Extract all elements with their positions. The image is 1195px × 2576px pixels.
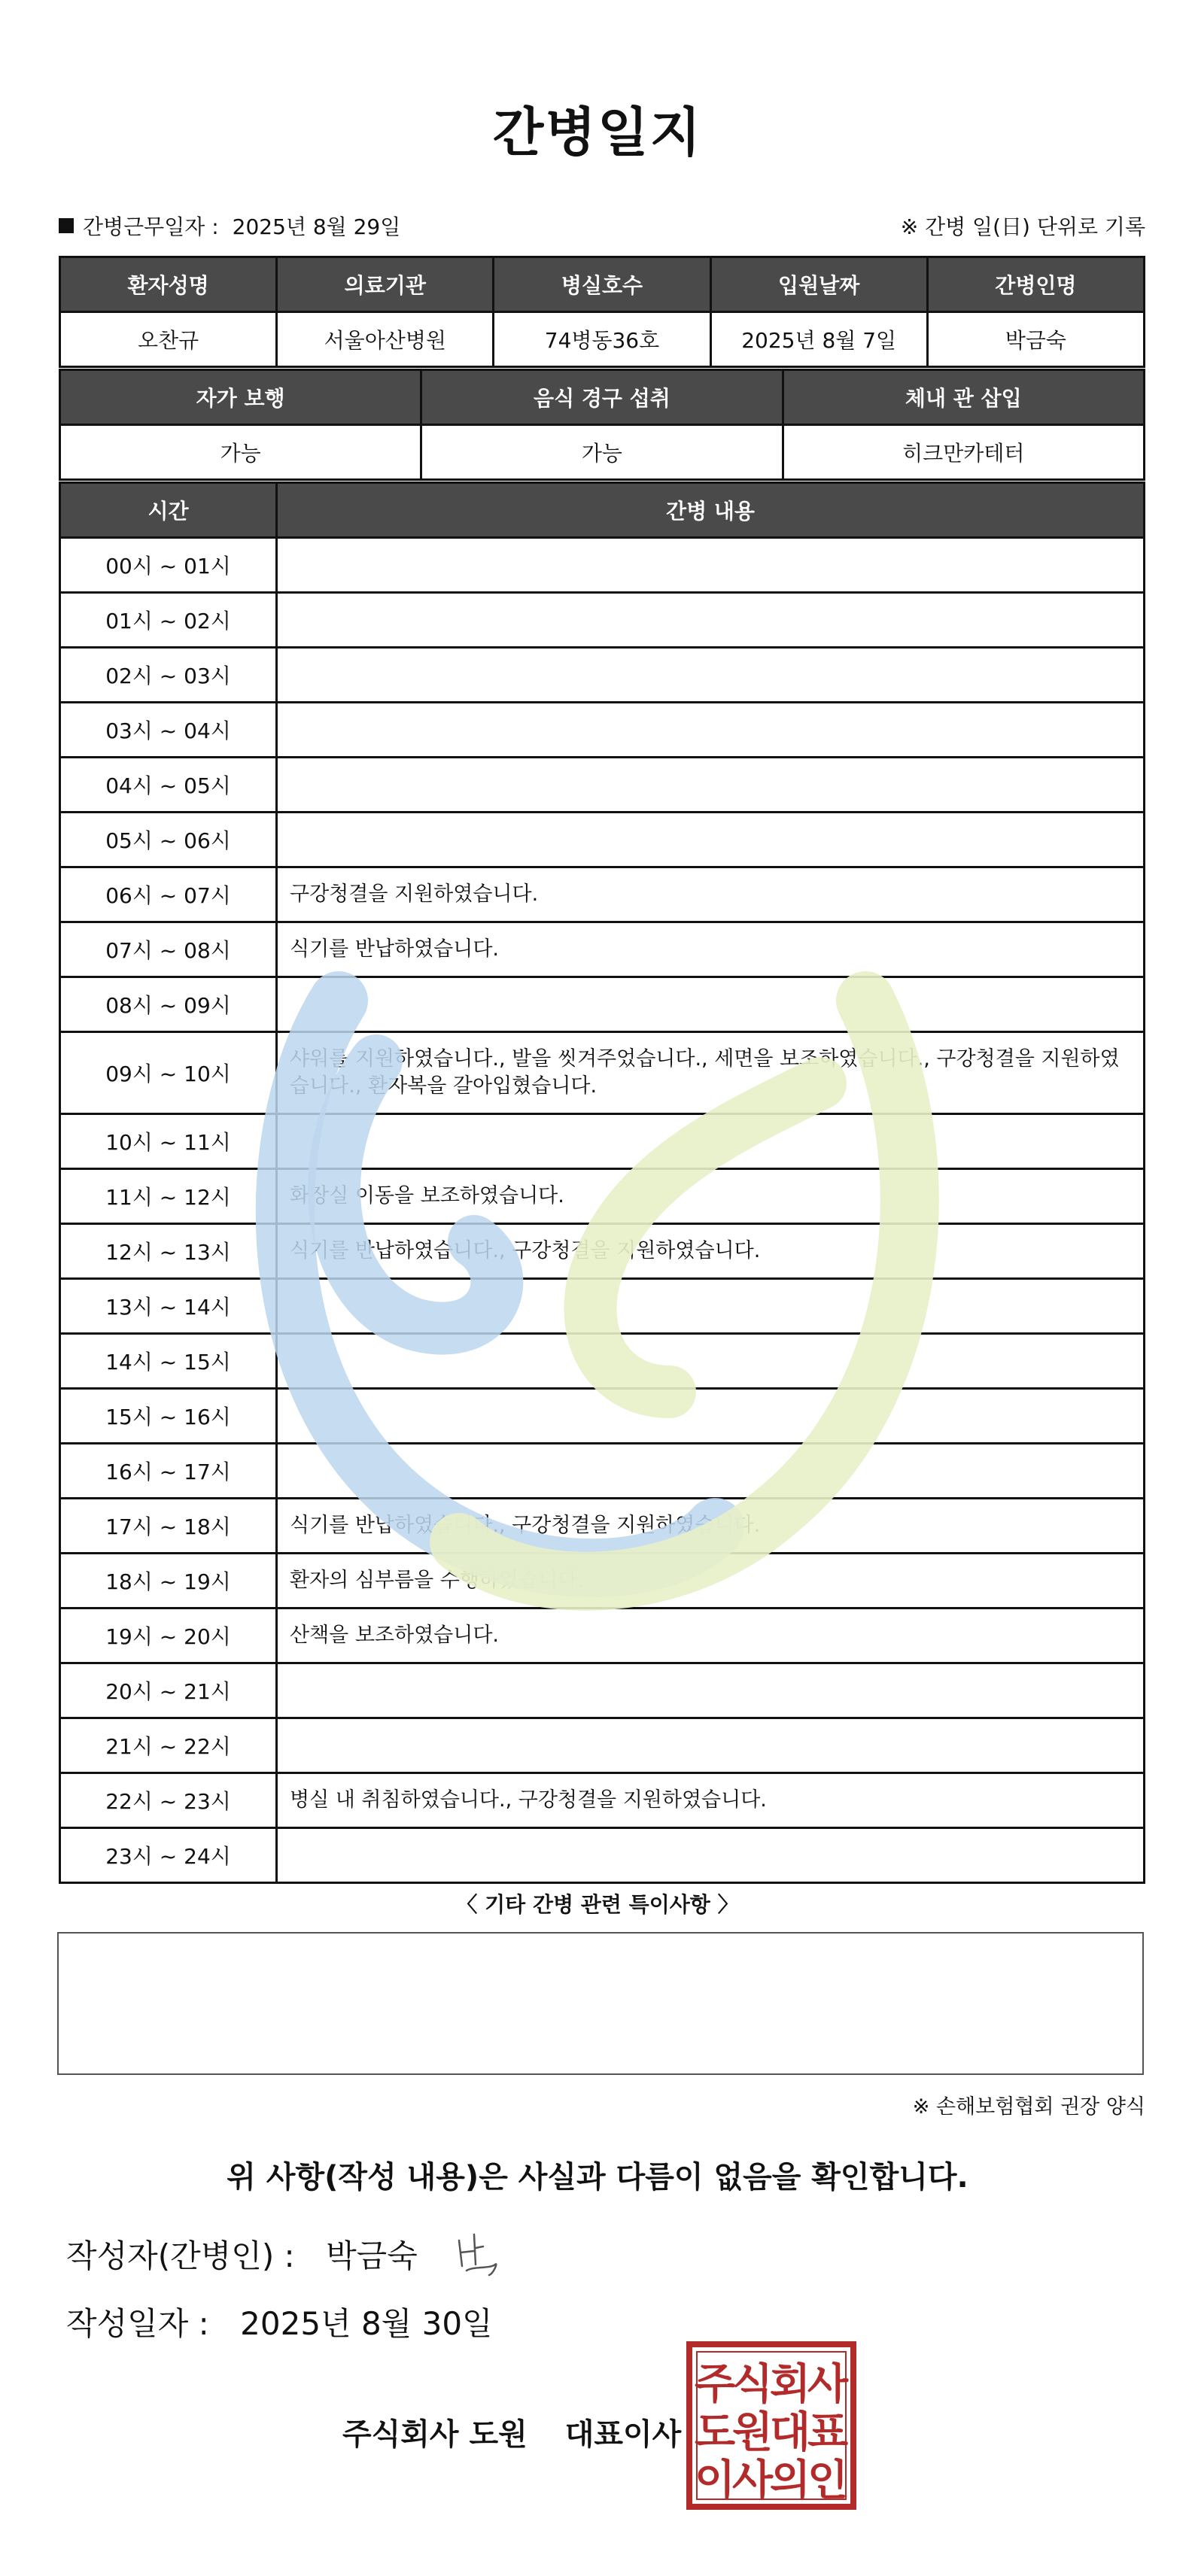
- seal-char: 대: [769, 2408, 811, 2457]
- log-content: 화장실 이동을 보조하였습니다.: [277, 1169, 1145, 1224]
- page-title: 간병일지: [492, 102, 703, 163]
- log-time: 08시 ~ 09시: [60, 977, 277, 1032]
- log-content: 식기를 반납하였습니다., 구강청결을 지원하였습니다.: [277, 1224, 1145, 1279]
- log-row: [60, 538, 1145, 593]
- value-admission-date: 2025년 8월 7일: [710, 312, 927, 367]
- care-log-body: [60, 538, 1145, 1883]
- patient-info-table: [59, 256, 1145, 368]
- header-tube: 체내 관 삽입: [783, 370, 1144, 425]
- log-content: [277, 1828, 1145, 1883]
- patient-status-header: [60, 370, 1145, 425]
- log-time: 13시 ~ 14시: [60, 1279, 277, 1334]
- value-room: 74병동36호: [494, 312, 710, 367]
- log-row: [60, 648, 1145, 703]
- log-row: [60, 977, 1145, 1032]
- seal-char: 인: [807, 2456, 849, 2505]
- log-content: [277, 1663, 1145, 1718]
- signature-icon: [452, 2227, 519, 2280]
- log-content: 식기를 반납하였습니다.: [277, 922, 1145, 977]
- header-walking: 자가 보행: [60, 370, 421, 425]
- header-room: 병실호수: [494, 257, 710, 312]
- write-date-value: 2025년 8월 30일: [240, 2305, 493, 2342]
- log-time: 23시 ~ 24시: [60, 1828, 277, 1883]
- seal-char: 원: [731, 2408, 774, 2457]
- log-row: [60, 1389, 1145, 1444]
- log-row: [60, 1334, 1145, 1389]
- company-seal-icon: [686, 2341, 856, 2510]
- value-oral-intake: 가능: [421, 425, 783, 480]
- care-log-table: [59, 481, 1145, 1884]
- log-time: 18시 ~ 19시: [60, 1554, 277, 1608]
- log-content: [277, 977, 1145, 1032]
- log-time: 20시 ~ 21시: [60, 1663, 277, 1718]
- log-content: [277, 1389, 1145, 1444]
- seal-char: 사: [731, 2456, 774, 2505]
- log-row: [60, 1032, 1145, 1114]
- confirm-statement: 위 사항(작성 내용)은 사실과 다름이 없음을 확인합니다.: [227, 2160, 968, 2195]
- log-row: [60, 758, 1145, 813]
- log-row: [60, 703, 1145, 758]
- seal-char: 이: [694, 2456, 736, 2505]
- patient-status-table: [59, 369, 1145, 481]
- log-content: 병실 내 취침하였습니다., 구강청결을 지원하였습니다.: [277, 1773, 1145, 1828]
- log-time: 16시 ~ 17시: [60, 1444, 277, 1499]
- log-content: [277, 593, 1145, 648]
- writer-label: 작성자(간병인) :: [66, 2237, 295, 2274]
- log-content: [277, 1114, 1145, 1169]
- header-caregiver: 간병인명: [927, 257, 1144, 312]
- header-admission-date: 입원날짜: [710, 257, 927, 312]
- seal-char: 사: [807, 2360, 849, 2409]
- seal-char: 주: [694, 2360, 736, 2409]
- representative-title: 대표이사: [564, 2417, 682, 2452]
- log-row: [60, 922, 1145, 977]
- log-row: [60, 1444, 1145, 1499]
- log-time: 07시 ~ 08시: [60, 922, 277, 977]
- value-hospital: 서울아산병원: [277, 312, 494, 367]
- log-row: [60, 1169, 1145, 1224]
- unit-note: ※ 간병 일(日) 단위로 기록: [900, 214, 1145, 239]
- value-tube: 히크만카테터: [783, 425, 1144, 480]
- log-time: 21시 ~ 22시: [60, 1718, 277, 1773]
- work-date-label: 간병근무일자 :: [83, 214, 219, 239]
- value-caregiver: 박금숙: [927, 312, 1144, 367]
- log-row: [60, 1114, 1145, 1169]
- header-patient-name: 환자성명: [60, 257, 277, 312]
- log-time: 05시 ~ 06시: [60, 813, 277, 867]
- log-time: 19시 ~ 20시: [60, 1608, 277, 1663]
- writer-row: [66, 2231, 418, 2277]
- log-content: 샤워를 지원하였습니다., 발을 씻겨주었습니다., 세면을 보조하였습니다., 구강청결을 지원하였습니다., 환자복을 갈아입혔습니다.: [277, 1032, 1145, 1114]
- notes-box: [57, 1932, 1144, 2075]
- log-content: [277, 1718, 1145, 1773]
- log-time: 04시 ~ 05시: [60, 758, 277, 813]
- log-row: [60, 1828, 1145, 1883]
- log-time: 12시 ~ 13시: [60, 1224, 277, 1279]
- log-row: [60, 1608, 1145, 1663]
- log-time: 09시 ~ 10시: [60, 1032, 277, 1114]
- log-time: 17시 ~ 18시: [60, 1499, 277, 1554]
- log-row: [60, 1773, 1145, 1828]
- log-row: [60, 1718, 1145, 1773]
- square-bullet-icon: [59, 218, 74, 233]
- value-walking: 가능: [60, 425, 421, 480]
- log-time: 01시 ~ 02시: [60, 593, 277, 648]
- log-row: [60, 1224, 1145, 1279]
- log-time: 22시 ~ 23시: [60, 1773, 277, 1828]
- header-care-content: 간병 내용: [277, 483, 1145, 538]
- company-name: 주식회사 도원: [342, 2417, 528, 2452]
- log-content: 구강청결을 지원하였습니다.: [277, 867, 1145, 922]
- log-time: 14시 ~ 15시: [60, 1334, 277, 1389]
- log-content: [277, 538, 1145, 593]
- care-log-header: [60, 483, 1145, 538]
- notes-heading: 〈 기타 간병 관련 특이사항 〉: [456, 1892, 739, 1917]
- log-content: 환자의 심부름을 수행하였습니다.: [277, 1554, 1145, 1608]
- log-time: 00시 ~ 01시: [60, 538, 277, 593]
- log-content: [277, 648, 1145, 703]
- company-line: [342, 2410, 681, 2453]
- form-note: ※ 손해보험협회 권장 양식: [912, 2095, 1145, 2119]
- log-row: [60, 1279, 1145, 1334]
- log-row: [60, 1554, 1145, 1608]
- meta-row: [59, 211, 1145, 241]
- write-date-row: [66, 2299, 493, 2344]
- log-row: [60, 813, 1145, 867]
- patient-info-values: [60, 312, 1145, 367]
- header-oral-intake: 음식 경구 섭취: [421, 370, 783, 425]
- log-row: [60, 1499, 1145, 1554]
- log-content: 식기를 반납하였습니다., 구강청결을 지원하였습니다.: [277, 1499, 1145, 1554]
- seal-char: 회: [769, 2360, 811, 2409]
- log-content: [277, 703, 1145, 758]
- log-time: 10시 ~ 11시: [60, 1114, 277, 1169]
- patient-info-header: [60, 257, 1145, 312]
- log-time: 02시 ~ 03시: [60, 648, 277, 703]
- log-time: 03시 ~ 04시: [60, 703, 277, 758]
- log-row: [60, 867, 1145, 922]
- seal-char: 도: [694, 2408, 736, 2457]
- value-patient-name: 오찬규: [60, 312, 277, 367]
- log-content: [277, 1279, 1145, 1334]
- log-time: 15시 ~ 16시: [60, 1389, 277, 1444]
- seal-char: 식: [731, 2360, 774, 2409]
- log-time: 06시 ~ 07시: [60, 867, 277, 922]
- work-date-value: 2025년 8월 29일: [232, 214, 401, 239]
- work-date: [59, 211, 400, 241]
- patient-status-values: [60, 425, 1145, 480]
- header-time: 시간: [60, 483, 277, 538]
- log-content: [277, 813, 1145, 867]
- writer-name: 박금숙: [326, 2237, 418, 2274]
- log-content: 산책을 보조하였습니다.: [277, 1608, 1145, 1663]
- log-content: [277, 758, 1145, 813]
- log-row: [60, 1663, 1145, 1718]
- seal-char: 표: [807, 2408, 849, 2457]
- header-hospital: 의료기관: [277, 257, 494, 312]
- log-content: [277, 1444, 1145, 1499]
- seal-char: 의: [769, 2456, 811, 2505]
- write-date-label: 작성일자 :: [66, 2305, 209, 2342]
- log-content: [277, 1334, 1145, 1389]
- log-time: 11시 ~ 12시: [60, 1169, 277, 1224]
- log-row: [60, 593, 1145, 648]
